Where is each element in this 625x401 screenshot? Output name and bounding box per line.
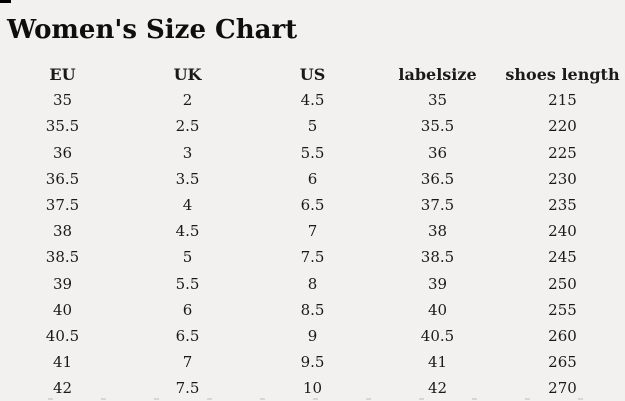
table-cell: 250 [548, 274, 577, 293]
table-cell: 38.5 [420, 248, 455, 267]
table-cell: 38 [52, 222, 73, 241]
table-cell: 39 [427, 274, 448, 293]
table-header-row [0, 61, 625, 87]
table-cell: 40 [427, 300, 448, 319]
table-row [0, 271, 625, 297]
table-cell: 245 [548, 248, 577, 267]
column-header-shoes-length: shoes length [505, 64, 620, 84]
table-row [0, 87, 625, 113]
table-cell: 2 [182, 91, 193, 110]
table-cell: 9 [307, 326, 318, 345]
table-cell: 265 [548, 353, 577, 372]
table-row [0, 113, 625, 139]
table-cell: 42 [427, 379, 448, 398]
table-cell: 36.5 [45, 169, 80, 188]
table-row [0, 166, 625, 192]
table-cell: 5.5 [175, 274, 200, 293]
table-cell: 7.5 [300, 248, 325, 267]
table-cell: 215 [548, 91, 577, 110]
table-cell: 38.5 [45, 248, 80, 267]
table-cell: 6.5 [175, 326, 200, 345]
table-cell: 6 [182, 300, 193, 319]
table-row [0, 297, 625, 323]
table-cell: 4 [182, 196, 193, 215]
table-cell: 6 [307, 169, 318, 188]
table-cell: 40.5 [45, 326, 80, 345]
table-cell: 4.5 [175, 222, 200, 241]
table-cell: 41 [52, 353, 73, 372]
table-cell: 6.5 [300, 196, 325, 215]
table-cell: 7.5 [175, 379, 200, 398]
table-cell: 7 [182, 353, 193, 372]
table-cell: 235 [548, 196, 577, 215]
table-cell: 41 [427, 353, 448, 372]
table-cell: 3 [182, 143, 193, 162]
table-row [0, 323, 625, 349]
table-cell: 36.5 [420, 169, 455, 188]
table-cell: 2.5 [175, 117, 200, 136]
table-row [0, 140, 625, 166]
column-header-uk: UK [173, 64, 202, 84]
column-header-labelsize: labelsize [398, 64, 477, 84]
size-chart-table [0, 61, 625, 401]
table-cell: 10 [302, 379, 323, 398]
table-cell: 5 [307, 117, 318, 136]
table-row [0, 349, 625, 375]
table-cell: 42 [52, 379, 73, 398]
table-row [0, 218, 625, 244]
corner-artifact [0, 0, 11, 3]
page-title: Women's Size Chart [7, 15, 298, 45]
column-header-eu: EU [49, 64, 76, 84]
table-cell: 3.5 [175, 169, 200, 188]
column-header-us: US [299, 64, 326, 84]
table-cell: 240 [548, 222, 577, 241]
table-cell: 38 [427, 222, 448, 241]
table-cell: 9.5 [300, 353, 325, 372]
table-cell: 5 [182, 248, 193, 267]
table-cell: 36 [52, 143, 73, 162]
table-cell: 8 [307, 274, 318, 293]
table-cell: 40.5 [420, 326, 455, 345]
table-cell: 270 [548, 379, 577, 398]
table-cell: 7 [307, 222, 318, 241]
table-cell: 35 [52, 91, 73, 110]
table-cell: 5.5 [300, 143, 325, 162]
table-row [0, 244, 625, 270]
table-cell: 37.5 [420, 196, 455, 215]
table-cell: 230 [548, 169, 577, 188]
table-cell: 35.5 [45, 117, 80, 136]
table-row [0, 192, 625, 218]
table-cell: 39 [52, 274, 73, 293]
table-cell: 225 [548, 143, 577, 162]
table-cell: 220 [548, 117, 577, 136]
table-cell: 35.5 [420, 117, 455, 136]
table-cell: 4.5 [300, 91, 325, 110]
bottom-gridline-artifacts [0, 397, 625, 401]
table-cell: 260 [548, 326, 577, 345]
table-cell: 37.5 [45, 196, 80, 215]
table-cell: 35 [427, 91, 448, 110]
table-cell: 40 [52, 300, 73, 319]
table-cell: 36 [427, 143, 448, 162]
table-cell: 8.5 [300, 300, 325, 319]
table-cell: 255 [548, 300, 577, 319]
